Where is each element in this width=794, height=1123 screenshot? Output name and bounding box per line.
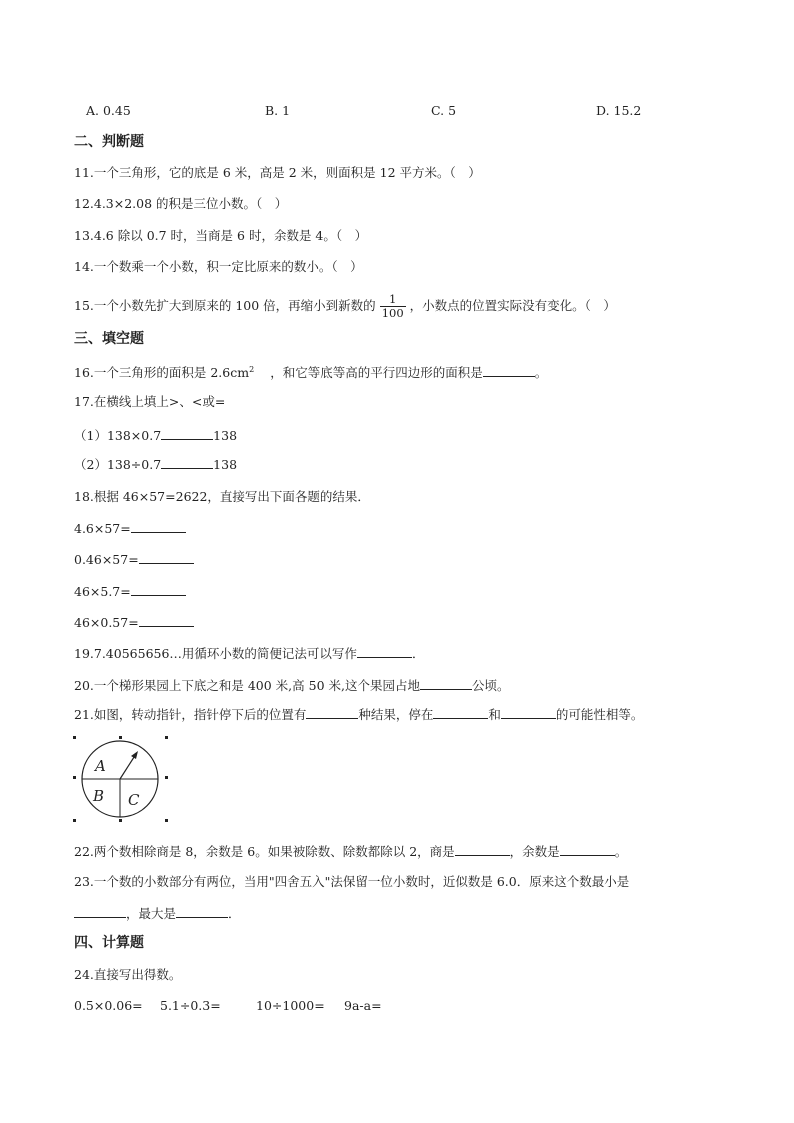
section-heading-calculation: 四、计算题	[74, 935, 144, 951]
corner-handle	[165, 736, 168, 739]
question-19-end: ．	[411, 646, 425, 661]
question-12: 12.4.3×2.08 的积是三位小数。（ ）	[74, 196, 288, 211]
answer-blank[interactable]	[420, 676, 472, 690]
answer-blank[interactable]	[455, 842, 510, 856]
question-23-text-end: ．	[228, 906, 241, 921]
corner-handle	[119, 736, 122, 739]
expression: （2）138÷0.7	[74, 457, 162, 472]
answer-blank[interactable]	[74, 904, 126, 918]
sector-label-a: A	[95, 757, 106, 775]
answer-blank[interactable]	[501, 705, 556, 719]
question-18-item-2	[74, 550, 194, 569]
question-24-items	[74, 997, 382, 1015]
question-21-text-a: 21.如图，转动指针，指针停下后的位置有	[74, 707, 307, 722]
answer-blank[interactable]	[161, 455, 213, 469]
expression: 46×0.57=	[74, 615, 139, 630]
sector-label-c: C	[128, 791, 140, 809]
question-14: 14.一个数乘一个小数，积一定比原来的数小。（ ）	[74, 259, 363, 274]
question-22-text-b: ，余数是	[509, 844, 560, 859]
answer-blank[interactable]	[357, 644, 412, 658]
corner-handle	[165, 819, 168, 822]
question-22-text-c: 。	[614, 844, 628, 859]
superscript: 2	[249, 365, 255, 374]
question-15	[74, 293, 616, 320]
expression: 138	[213, 428, 238, 443]
option-a: A. 0.45	[86, 103, 131, 118]
expression: 0.46×57=	[74, 552, 139, 567]
answer-blank[interactable]	[139, 550, 194, 564]
answer-blank[interactable]	[560, 842, 615, 856]
fraction	[380, 293, 406, 320]
section-heading-judgement: 二、判断题	[74, 134, 144, 150]
expression: （1）138×0.7	[74, 428, 162, 443]
expression: 46×5.7=	[74, 584, 131, 599]
question-22-text-a: 22.两个数相除商是 8，余数是 6。如果被除数、除数都除以 2，商是	[74, 844, 455, 859]
option-b: B. 1	[265, 103, 291, 118]
question-19	[74, 644, 424, 663]
answer-blank[interactable]	[483, 363, 535, 377]
question-18-item-1	[74, 519, 186, 538]
expression: 4.6×57=	[74, 521, 131, 536]
spinner-pointer	[120, 754, 136, 779]
question-16-text-before: 16.一个三角形的面积是 2.6cm	[74, 365, 250, 381]
question-16	[74, 361, 547, 382]
question-17-part-2	[74, 455, 237, 474]
corner-handle	[165, 776, 168, 779]
sector-label-b: B	[93, 787, 105, 805]
question-21-text-d: 的可能性相等。	[555, 707, 644, 722]
question-19-text: 19.7.40565656…用循环小数的简便记法可以写作	[74, 646, 357, 661]
answer-blank[interactable]	[176, 904, 228, 918]
fraction-numerator: 1	[380, 293, 406, 307]
section-heading-fill-in: 三、填空题	[74, 331, 144, 347]
question-18-item-4	[74, 613, 194, 632]
option-d: D. 15.2	[596, 103, 642, 118]
question-15-text-before: 15.一个小数先扩大到原来的 100 倍，再缩小到新数的	[74, 298, 376, 313]
fraction-denominator: 100	[381, 306, 404, 320]
answer-blank[interactable]	[139, 613, 194, 627]
question-22	[74, 842, 627, 861]
answer-blank[interactable]	[161, 426, 213, 440]
question-13: 13.4.6 除以 0.7 时，当商是 6 时，余数是 4。（ ）	[74, 228, 368, 243]
question-20-text: 20.一个梯形果园上下底之和是 400 米,高 50 米,这个果园占地	[74, 678, 420, 693]
question-23-line-1: 23.一个数的小数部分有两位，当用"四舍五入"法保留一位小数时，近似数是 6.0．原来这个数最小是	[74, 874, 630, 889]
corner-handle	[119, 819, 122, 822]
calc-item: 10÷1000=	[256, 998, 325, 1013]
question-23-line-2	[74, 904, 241, 923]
question-16-text-mid: ，和它等底等高的平行四边形的面积是	[270, 365, 483, 381]
question-21	[74, 705, 643, 724]
question-17-title: 17.在横线上填上>、<或=	[74, 394, 226, 409]
question-15-text-after: ，小数点的位置实际没有变化。（ ）	[409, 298, 616, 313]
question-17-part-1	[74, 426, 237, 445]
question-21-text-c: 和	[488, 707, 501, 722]
question-11: 11.一个三角形，它的底是 6 米，高是 2 米，则面积是 12 平方米。（ ）	[74, 165, 481, 180]
pointer-arrowhead	[131, 751, 138, 759]
calc-item: 9a-a=	[344, 998, 382, 1013]
calc-item: 5.1÷0.3=	[160, 998, 221, 1013]
question-20-end: 公顷。	[472, 678, 510, 693]
answer-blank[interactable]	[131, 582, 186, 596]
corner-handle	[73, 819, 76, 822]
question-16-text-after: 。	[534, 365, 548, 381]
question-23-text-mid: ，最大是	[126, 906, 177, 921]
corner-handle	[73, 776, 76, 779]
question-21-text-b: 种结果，停在	[358, 707, 434, 722]
question-24-title: 24.直接写出得数。	[74, 967, 182, 982]
answer-blank[interactable]	[306, 705, 358, 719]
answer-blank[interactable]	[131, 519, 186, 533]
corner-handle	[73, 736, 76, 739]
expression: 138	[213, 457, 238, 472]
answer-blank[interactable]	[433, 705, 488, 719]
question-20	[74, 676, 510, 695]
option-c: C. 5	[431, 103, 457, 118]
question-18-item-3	[74, 582, 186, 601]
spinner-figure	[70, 733, 174, 829]
calc-item: 0.5×0.06=	[74, 998, 143, 1013]
question-18-title: 18.根据 46×57=2622，直接写出下面各题的结果．	[74, 489, 370, 504]
